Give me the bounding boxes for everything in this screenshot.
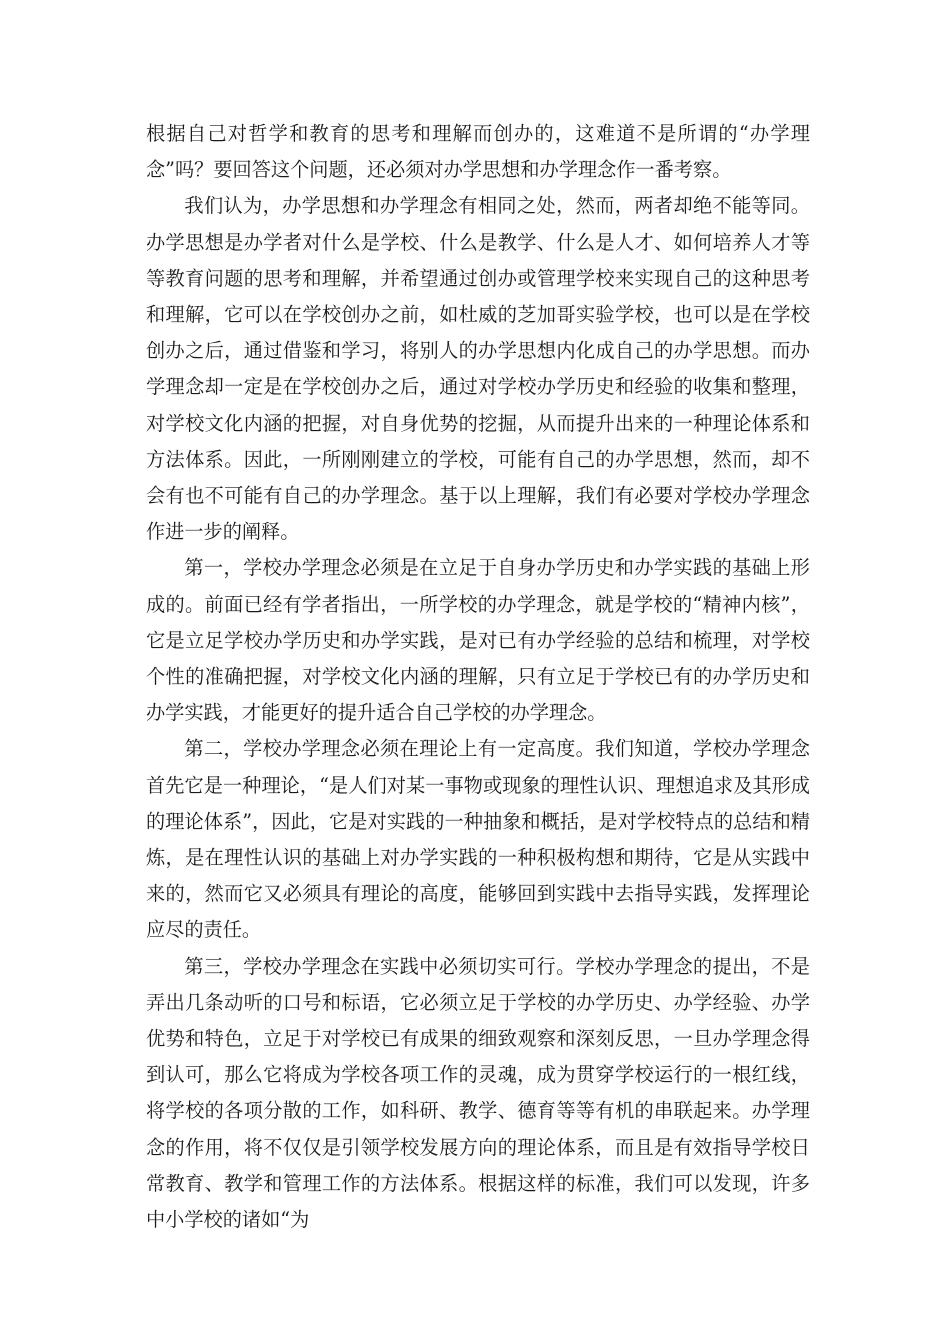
paragraph-4: 第二，学校办学理念必须在理论上有一定高度。我们知道，学校办学理念首先它是一种理论，“是人们对某一事物或现象的理性认识、理想追求及其形成的理论体系”，因此，它是对实践的一种抽象和概括，是对学校特点的总结和精炼，是在理性认识的基础上对办学实践的一种积极构想和期待，它是从实践中来的，然而它又必须具有理论的高度，能够回到实践中去指导实践，发挥理论应尽的责任。 xyxy=(146,737,810,942)
paragraph-5: 第三，学校办学理念在实践中必须切实可行。学校办学理念的提出，不是弄出几条动听的口号和标语，它必须立足于学校的办学历史、办学经验、办学优势和特色，立足于对学校已有成果的细致观察和深刻反思，一旦办学理念得到认可，那么它将成为学校各项工作的灵魂，成为贯穿学校运行的一根红线，将学校的各项分散的工作，如科研、教学、德育等等有机的串联起来。办学理念的作用，将不仅仅是引领学校发展方向的理论体系，而且是有效指导学校日常教育、教学和管理工作的方法体系。根据这样的标准，我们可以发现，许多中小学校的诸如“为 xyxy=(146,954,810,1232)
document-page xyxy=(146,116,810,1238)
paragraph-1: 根据自己对哲学和教育的思考和理解而创办的，这难道不是所谓的“办学理念”吗？要回答这个问题，还必须对办学思想和办学理念作一番考察。 xyxy=(146,122,810,182)
paragraph-2: 我们认为，办学思想和办学理念有相同之处，然而，两者却绝不能等同。办学思想是办学者对什么是学校、什么是教学、什么是人才、如何培养人才等等教育问题的思考和理解，并希望通过创办或管理学校来实现自己的这种思考和理解，它可以在学校创办之前，如杜威的芝加哥实验学校，也可以是在学校创办之后，通过借鉴和学习，将别人的办学思想内化成自己的办学思想。而办学理念却一定是在学校创办之后，通过对学校办学历史和经验的收集和整理，对学校文化内涵的把握，对自身优势的挖掘，从而提升出来的一种理论体系和方法体系。因此，一所刚刚建立的学校，可能有自己的办学思想，然而，却不会有也不可能有自己的办学理念。基于以上理解，我们有必要对学校办学理念作进一步的阐释。 xyxy=(146,194,810,544)
paragraph-3: 第一，学校办学理念必须是在立足于自身办学历史和办学实践的基础上形成的。前面已经有学者指出，一所学校的办学理念，就是学校的“精神内核”，它是立足学校办学历史和办学实践，是对已有办学经验的总结和梳理，对学校个性的准确把握，对学校文化内涵的理解，只有立足于学校已有的办学历史和办学实践，才能更好的提升适合自己学校的办学理念。 xyxy=(146,556,810,725)
